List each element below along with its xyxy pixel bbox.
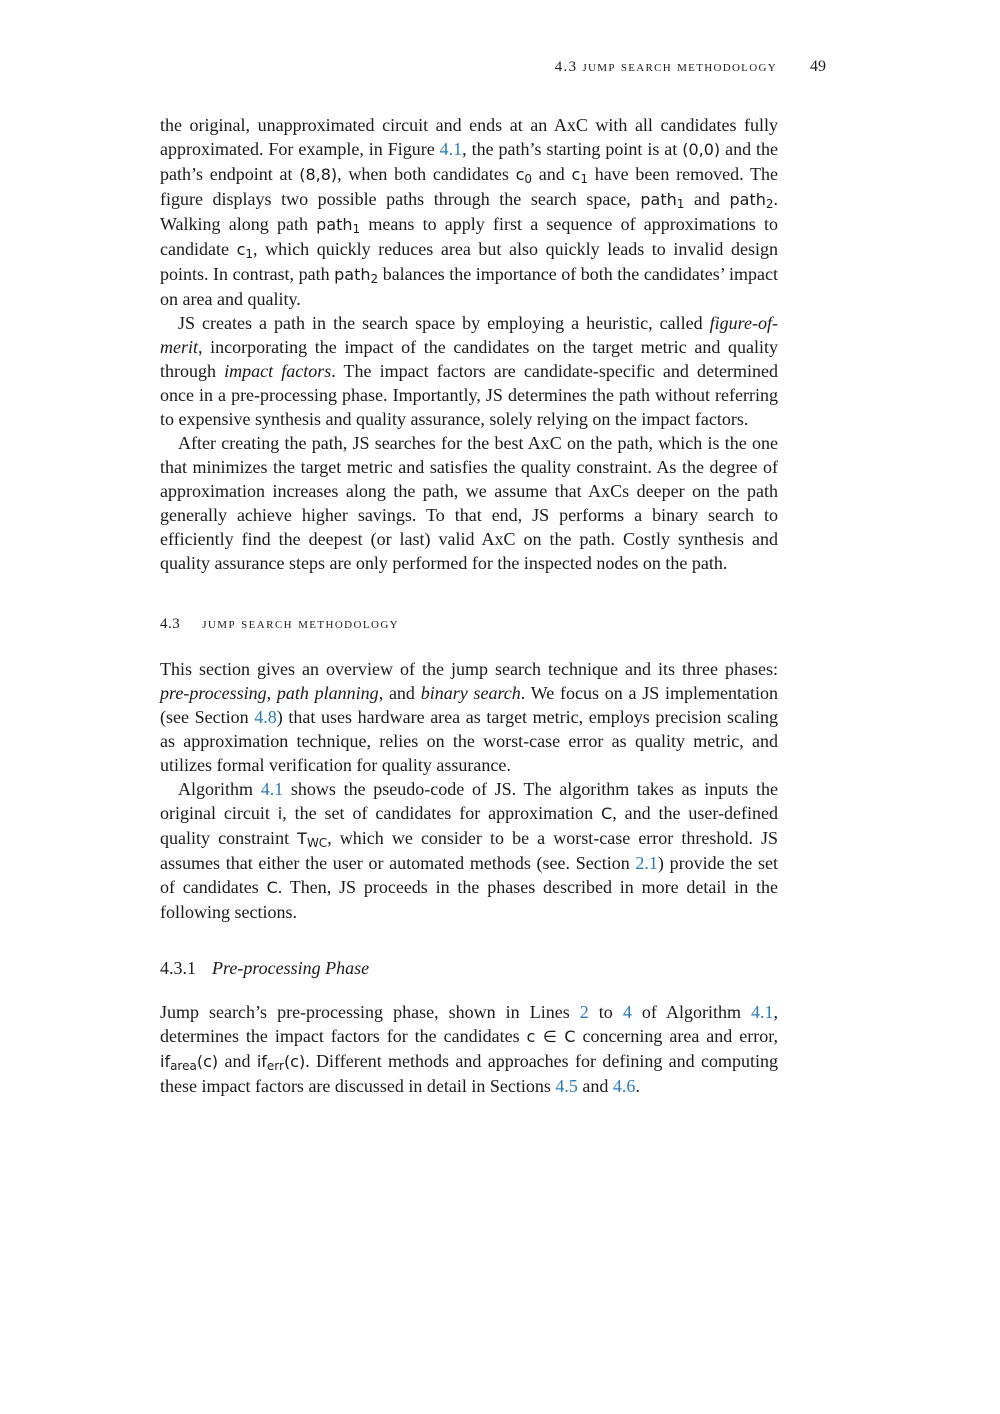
algorithm-ref-link[interactable]: 4.1 xyxy=(751,1002,774,1022)
math-T-wc: $T_{WC}$ xyxy=(297,829,328,850)
math-path1: path$_1$ xyxy=(640,190,685,211)
paragraph-1: the original, unapproximated circuit and ends at an AxC with all candidates fully approximated. For example, in Figure 4.1, the path’s starting point is at (0,0) and the path’s endpoint at (8,8), when both candidates $c_0$ and $c_1$ have been removed. The figure displays two possible paths through the search space, path$_1$ and path$_2$. Walking along path path$_1$ means to apply first a sequence of approximations to candidate $c_1$, which quickly reduces area but also quickly leads to invalid design points. In contrast, path path$_2$ balances the importance of both the candidates’ impact on area and quality. xyxy=(160,115,779,309)
section-ref-link[interactable]: 4.6 xyxy=(612,1076,636,1096)
running-header xyxy=(160,58,826,76)
math-end-point: (8,8) xyxy=(299,165,338,184)
math-if-err: $if_{err}(c)$ xyxy=(256,1052,306,1073)
header-section-title: jump search methodology xyxy=(582,59,777,75)
paragraph-4: This section gives an overview of the jump search technique and its three phases: pre-processing, path planning, and binary search. We focus on a JS implementation (see Section 4.8) that uses hardware area as target metric, employs precision scaling as approximation technique, relies on the worst-case error as quality metric, and utilizes formal verification for quality assurance. xyxy=(160,659,779,775)
math-C: C xyxy=(601,804,613,823)
section-ref-link[interactable]: 4.8 xyxy=(254,707,277,727)
algorithm-ref-link[interactable]: 4.1 xyxy=(260,779,284,799)
paragraph-5: Algorithm 4.1 shows the pseudo-code of JS. The algorithm takes as inputs the original circuit i, the set of candidates for approximation C, and the user-defined quality constraint $T_{WC}$, which we consider to be a worst-case error threshold. JS assumes that either the user or automated methods (see. Section 2.1) provide the set of candidates C. Then, JS proceeds in the phases described in more detail in the following sections. xyxy=(160,779,778,922)
line-ref-link[interactable]: 2 xyxy=(579,1002,589,1022)
math-i: i xyxy=(277,804,283,823)
math-path2: path$_2$ xyxy=(729,190,774,211)
math-path2: path$_2$ xyxy=(334,265,379,286)
math-c-in-C: c ∈ C xyxy=(526,1027,576,1046)
math-if-area: $if_{area}(c)$ xyxy=(160,1052,219,1073)
math-c1: $c_1$ xyxy=(236,240,253,261)
math-path1: path$_1$ xyxy=(316,215,361,236)
math-c0: $c_0$ xyxy=(515,165,533,186)
section-ref-link[interactable]: 4.5 xyxy=(555,1076,578,1096)
paragraph-2: JS creates a path in the search space by employing a heuristic, called figure-of-merit, incorporating the impact of the candidates on the target metric and quality through impact factors. The impact factors are candidate-specific and determined once in a pre-processing phase. Importantly, JS determines the path without referring to expensive synthesis and quality assurance, solely relying on the impact factors. xyxy=(160,313,778,429)
paragraph-6: Jump search’s pre-processing phase, shown in Lines 2 to 4 of Algorithm 4.1, determines the impact factors for the candidates c ∈ C concerning area and error, $if_{area}(c)$ and $if_{err}(c)$. Different methods and approaches for defining and computing these impact factors are discussed in detail in Sections 4.5 and 4.6. xyxy=(160,1002,778,1096)
line-ref-link[interactable]: 4 xyxy=(622,1002,632,1022)
header-section-number: 4.3 xyxy=(554,59,578,75)
page-body xyxy=(160,113,778,1098)
paragraph-3: After creating the path, JS searches for the best AxC on the path, which is the one that minimizes the target metric and satisfies the quality constraint. As the degree of approximation increases along the path, we assume that AxCs deeper on the path generally achieve higher savings. To that end, JS performs a binary search to efficiently find the deepest (or last) valid AxC on the path. Costly synthesis and quality assurance steps are only performed for the inspected nodes on the path. xyxy=(160,433,778,573)
figure-ref-link[interactable]: 4.1 xyxy=(439,139,463,159)
math-start-point: (0,0) xyxy=(682,140,721,159)
page-number: 49 xyxy=(810,58,826,75)
math-C: C xyxy=(266,878,278,897)
section-heading: 4.3 jump search methodology xyxy=(160,616,400,632)
subsection-heading: 4.3.1 Pre-processing Phase xyxy=(160,958,370,978)
section-ref-link[interactable]: 2.1 xyxy=(635,853,658,873)
math-c1: $c_1$ xyxy=(571,165,588,186)
